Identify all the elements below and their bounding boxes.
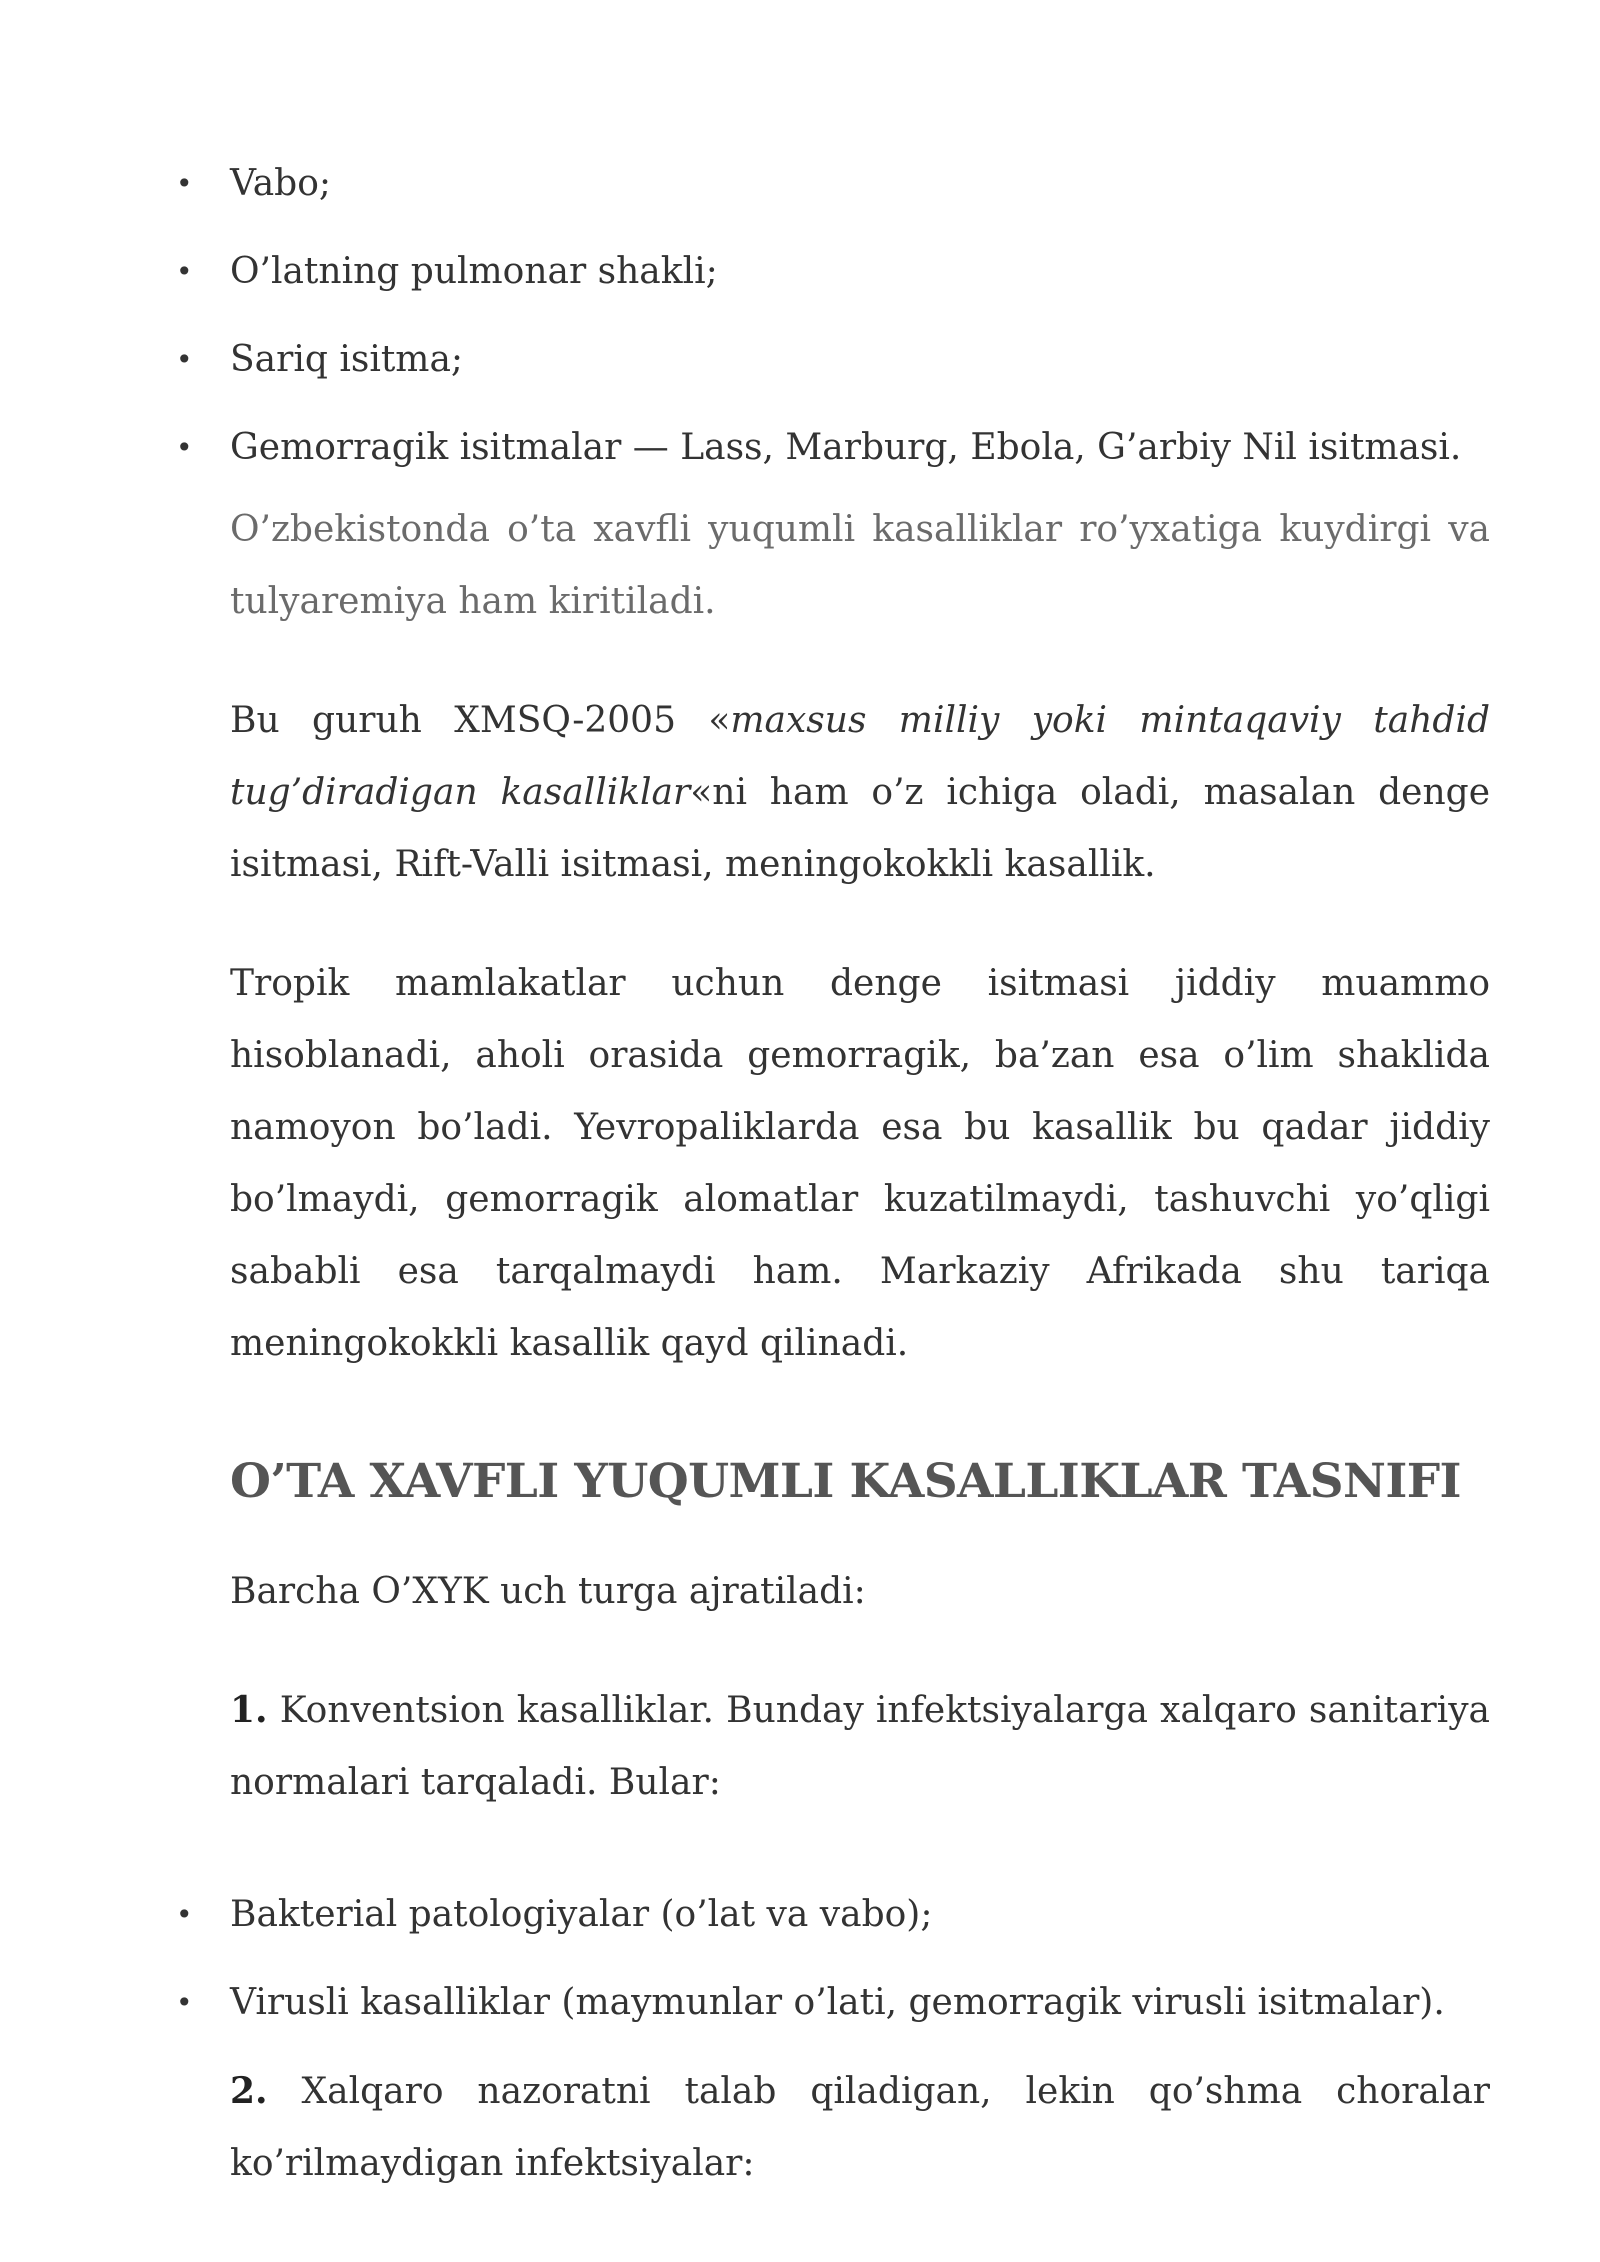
group-paragraph-italic: maxsus milliy yoki mintaqaviy tahdid tug’diradigan kasalliklar (230, 700, 1490, 813)
list-item (176, 1959, 1490, 2047)
intro-paragraph: Barcha O’XYK uch turga ajratiladi: (230, 1571, 866, 1612)
tropic-paragraph: Tropik mamlakatlar uchun denge isitmasi jiddiy muammo hisoblanadi, aholi orasida gemorragik, ba’zan esa o’lim shaklida namoyon bo’ladi. Yevropaliklarda esa bu kasallik bu qadar jiddiy bo’lmaydi, gemorragik alomatlar kuzatilmaydi, tashuvchi yo’qligi sababli esa tarqalmaydi ham. Markaziy Afrikada shu tariqa meningokokkli kasallik qayd qilinadi. (230, 963, 1490, 1364)
numbered-item-1 (230, 1674, 1490, 1819)
list-item (176, 228, 1490, 316)
disease-list (176, 140, 1490, 492)
list-item-text: Vabo; (230, 163, 332, 204)
list-item-text: Bakterial patologiyalar (o’lat va vabo); (230, 1894, 933, 1935)
conventional-disease-list (176, 1871, 1490, 2047)
group-paragraph (230, 685, 1490, 901)
list-item (176, 404, 1490, 492)
list-item-text: Sariq isitma; (230, 339, 464, 380)
group-paragraph-end: «ni ham o’z ichiga oladi, masalan denge isitmasi, Rift-Valli isitmasi, meningokokkli kasallik. (230, 772, 1491, 885)
item-text: Xalqaro nazoratni talab qiladigan, lekin qo’shma choralar ko’rilmaydigan infektsiyalar: (230, 2071, 1490, 2184)
bullet-icon: • (176, 255, 193, 288)
uzbekistan-paragraph: O’zbekistonda o’ta xavfli yuqumli kasalliklar ro’yxatiga kuydirgi va tulyaremiya ham kiritiladi. (230, 509, 1490, 622)
list-item-text: Gemorragik isitmalar — Lass, Marburg, Ebola, G’arbiy Nil isitmasi. (230, 427, 1462, 468)
list-item-text: Virusli kasalliklar (maymunlar o’lati, gemorragik virusli isitmalar). (230, 1982, 1445, 2023)
list-item (176, 140, 1490, 228)
article-body (176, 140, 1491, 2200)
item-text: Konventsion kasalliklar. Bunday infektsiyalarga xalqaro sanitariya normalari tarqaladi. Bular: (230, 1690, 1490, 1803)
list-item (176, 316, 1490, 404)
bullet-icon: • (176, 1898, 193, 1931)
bullet-icon: • (176, 1986, 193, 2019)
item-number: 2. (230, 2070, 268, 2112)
section-title: O’TA XAVFLI YUQUMLI KASALLIKLAR TASNIFI (230, 1454, 1461, 1509)
group-paragraph-start: Bu guruh XMSQ-2005 « (230, 700, 731, 741)
item-number: 1. (230, 1689, 268, 1731)
bullet-icon: • (176, 343, 193, 376)
numbered-item-2 (230, 2055, 1490, 2200)
list-item (176, 1871, 1490, 1959)
bullet-icon: • (176, 167, 193, 200)
bullet-icon: • (176, 431, 193, 464)
list-item-text: O’latning pulmonar shakli; (230, 251, 718, 292)
